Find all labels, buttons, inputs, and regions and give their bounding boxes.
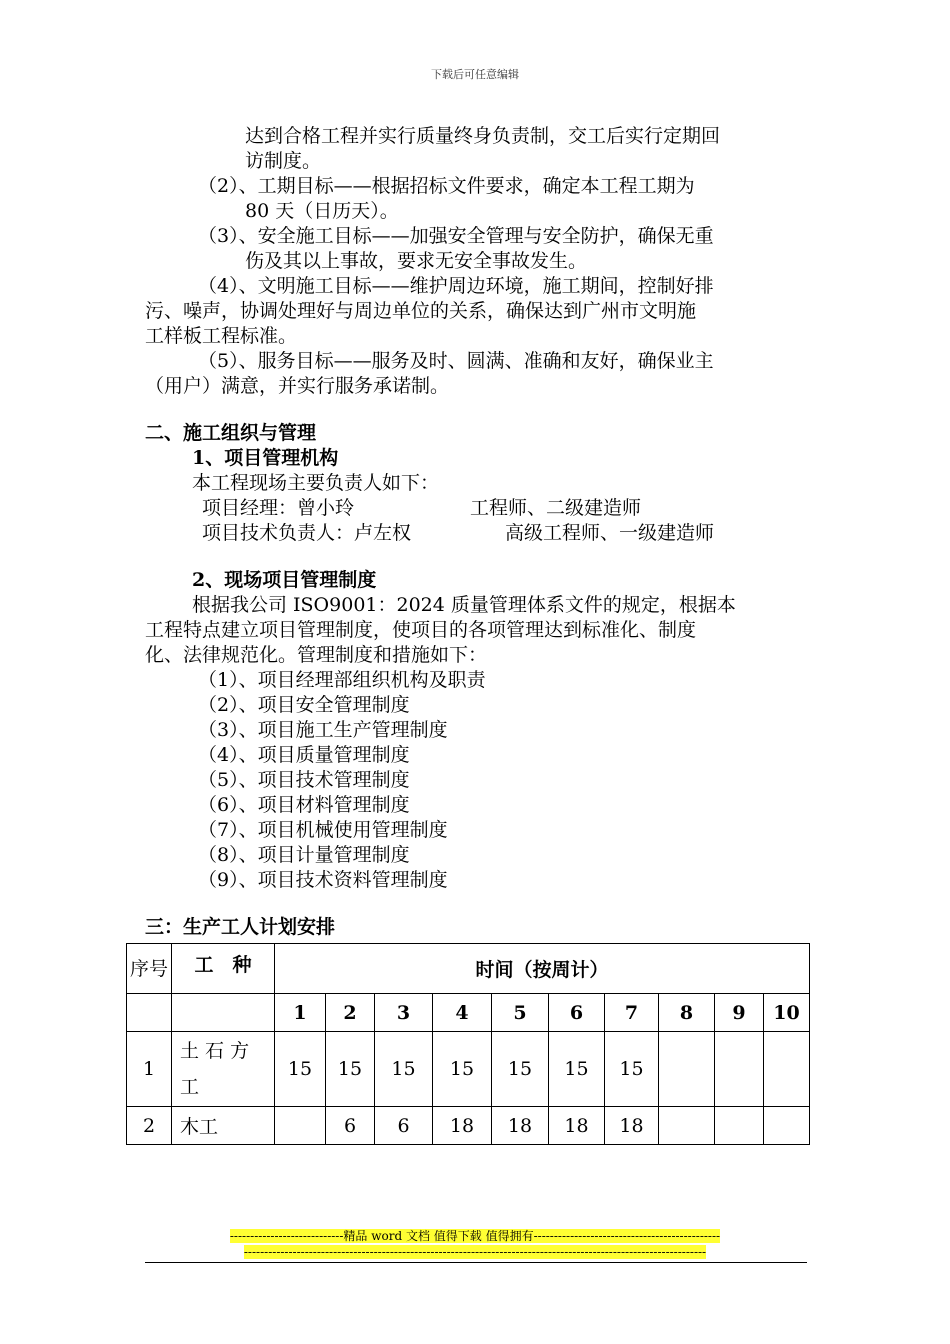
- week-number: 6: [549, 994, 605, 1032]
- list-item: （8）、项目计量管理制度: [198, 844, 410, 866]
- table-cell: 18: [433, 1107, 492, 1145]
- table-row: [127, 1032, 810, 1107]
- body-text: [145, 124, 810, 940]
- paragraph-line: （4）、文明施工目标——维护周边环境，施工期间，控制好排: [198, 275, 714, 297]
- list-item: （4）、项目质量管理制度: [198, 744, 410, 766]
- table-cell: 18: [605, 1107, 659, 1145]
- table-cell: [715, 1032, 764, 1107]
- table-cell: [764, 1032, 810, 1107]
- table-cell: 15: [433, 1032, 492, 1107]
- paragraph-line: （2）、工期目标——根据招标文件要求，确定本工程工期为: [198, 175, 695, 197]
- table-cell: 6: [375, 1107, 433, 1145]
- personnel-row: [145, 496, 810, 521]
- list-item: （6）、项目材料管理制度: [198, 794, 410, 816]
- paragraph-line: 根据我公司 ISO9001：2024 质量管理体系文件的规定，根据本: [192, 594, 736, 616]
- week-number: 10: [764, 994, 810, 1032]
- row-worker-type: 土 石 方 工: [172, 1032, 275, 1107]
- week-number: 4: [433, 994, 492, 1032]
- subsection-title: 1、项目管理机构: [192, 447, 339, 469]
- personnel-title: 高级工程师、一级建造师: [505, 522, 715, 544]
- paragraph-line: 工样板工程标准。: [145, 325, 298, 347]
- paragraph-line: 化、法律规范化。管理制度和措施如下：: [145, 644, 488, 666]
- list-item: （7）、项目机械使用管理制度: [198, 819, 448, 841]
- week-number: 7: [605, 994, 659, 1032]
- list-item: （5）、项目技术管理制度: [198, 769, 410, 791]
- paragraph-line: 污、噪声，协调处理好与周边单位的关系，确保达到广州市文明施: [145, 300, 697, 322]
- table-cell: 15: [492, 1032, 549, 1107]
- week-number: 5: [492, 994, 549, 1032]
- table-week-row: [127, 994, 810, 1032]
- section-title: 二、施工组织与管理: [145, 422, 317, 444]
- page-header: 下载后可任意编辑: [431, 68, 519, 81]
- page-footer: [175, 1228, 775, 1260]
- footer-banner-line: ------------------------------------------------------------------------------------------------------------------: [243, 1245, 707, 1259]
- week-number: 3: [375, 994, 433, 1032]
- table-cell: [172, 994, 275, 1032]
- paragraph-line: 工程特点建立项目管理制度，使项目的各项管理达到标准化、制度: [145, 619, 697, 641]
- paragraph-line: 80 天（日历天）。: [245, 200, 399, 222]
- footer-divider: [145, 1262, 807, 1263]
- table-cell: 15: [275, 1032, 326, 1107]
- personnel-name: 项目经理：曾小玲: [202, 497, 355, 519]
- paragraph-line: （5）、服务目标——服务及时、圆满、准确和友好，确保业主: [198, 350, 714, 372]
- table-header-row: [127, 944, 810, 994]
- table-cell: [715, 1107, 764, 1145]
- row-worker-type: 木工: [172, 1107, 275, 1145]
- paragraph-line: （3）、安全施工目标——加强安全管理与安全防护，确保无重: [198, 225, 714, 247]
- section-title: 三：生产工人计划安排: [145, 916, 336, 938]
- table-cell: 18: [549, 1107, 605, 1145]
- list-item: （1）、项目经理部组织机构及职责: [198, 669, 486, 691]
- table-cell: [659, 1032, 715, 1107]
- table-cell: 15: [326, 1032, 375, 1107]
- week-number: 2: [326, 994, 375, 1032]
- table-cell: [764, 1107, 810, 1145]
- week-number: 8: [659, 994, 715, 1032]
- footer-banner-line: ----------------------------精品 word 文档 值得下载 值得拥有----------------------------------------------: [229, 1229, 721, 1243]
- worker-schedule-table: [126, 943, 810, 1145]
- header-time: 时间（按周计）: [275, 944, 810, 994]
- list-item: （9）、项目技术资料管理制度: [198, 869, 448, 891]
- paragraph-line: 本工程现场主要负责人如下：: [192, 472, 440, 494]
- row-seq: 1: [127, 1032, 172, 1107]
- header-seq: 序号: [127, 944, 172, 994]
- table-cell: 15: [605, 1032, 659, 1107]
- personnel-title: 工程师、二级建造师: [470, 497, 642, 519]
- personnel-name: 项目技术负责人：卢左权: [202, 522, 412, 544]
- week-number: 9: [715, 994, 764, 1032]
- table-cell: 18: [492, 1107, 549, 1145]
- paragraph-line: 伤及其以上事故，要求无安全事故发生。: [245, 250, 588, 272]
- paragraph-line: 访制度。: [245, 150, 322, 172]
- table-cell: [275, 1107, 326, 1145]
- table-cell: 15: [375, 1032, 433, 1107]
- table-cell: [127, 994, 172, 1032]
- header-worker-type: 工 种: [172, 944, 275, 994]
- table-row: [127, 1107, 810, 1145]
- row-seq: 2: [127, 1107, 172, 1145]
- paragraph-line: （用户）满意，并实行服务承诺制。: [145, 375, 450, 397]
- list-item: （3）、项目施工生产管理制度: [198, 719, 448, 741]
- table-cell: 15: [549, 1032, 605, 1107]
- subsection-title: 2、现场项目管理制度: [192, 569, 377, 591]
- paragraph-line: 达到合格工程并实行质量终身负责制，交工后实行定期回: [245, 125, 721, 147]
- week-number: 1: [275, 994, 326, 1032]
- list-item: （2）、项目安全管理制度: [198, 694, 410, 716]
- table-cell: [659, 1107, 715, 1145]
- personnel-row: [145, 521, 810, 546]
- table-cell: 6: [326, 1107, 375, 1145]
